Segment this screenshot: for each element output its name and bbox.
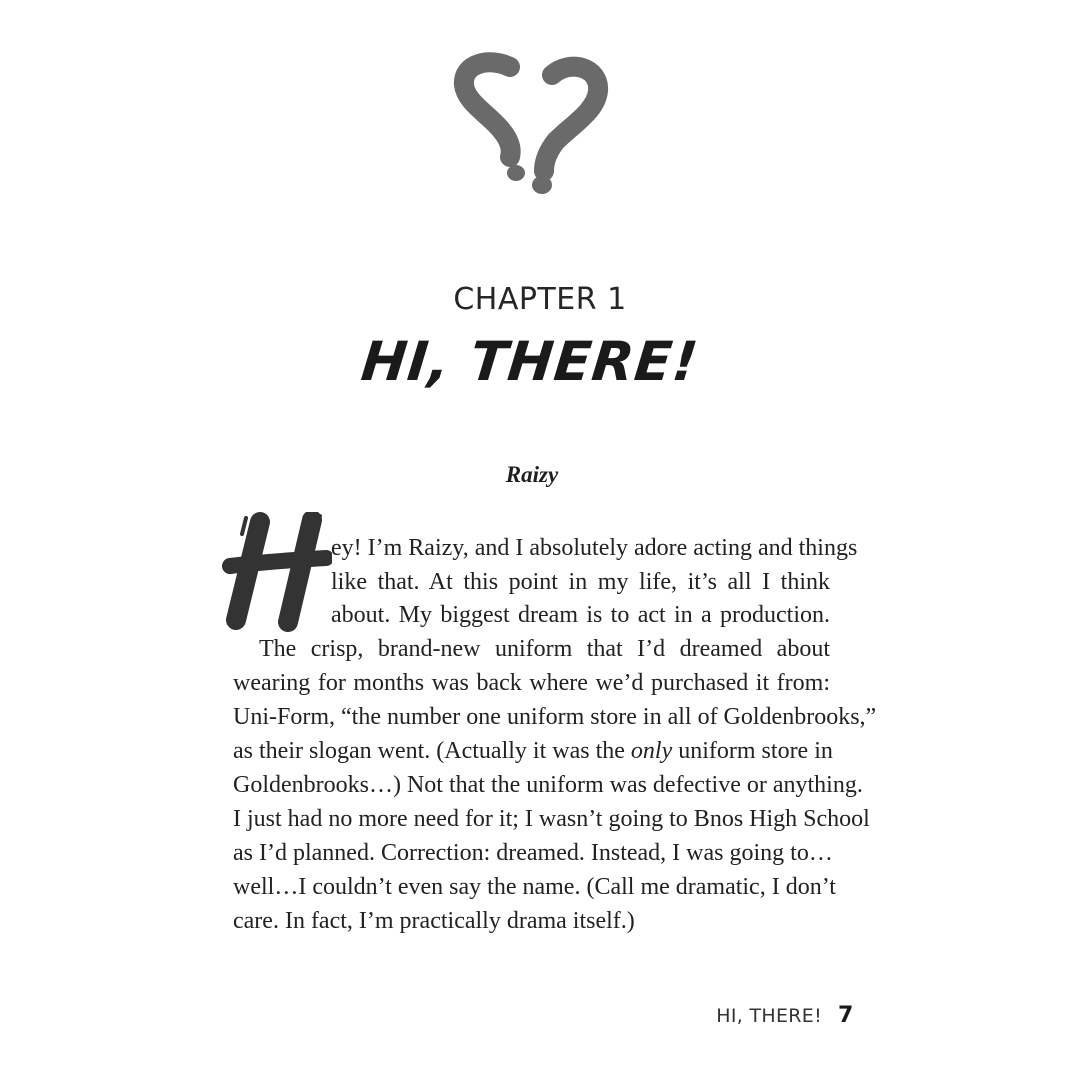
body-line: like that. At this point in my life, it’s all I think [331, 569, 830, 595]
body-line-text: uniform store in [672, 738, 833, 764]
body-line [233, 738, 833, 764]
twin-question-marks-icon [440, 45, 620, 205]
body-line-text: as their slogan went. (Actually it was the [233, 738, 631, 764]
body-line: Uni-Form, “the number one uniform store in all of Goldenbrooks,” [233, 704, 877, 730]
body-line: care. In fact, I’m practically drama itself.) [233, 908, 635, 934]
emphasis-text: only [630, 738, 673, 764]
body-line: Goldenbrooks…) Not that the uniform was defective or anything. [233, 772, 863, 798]
brush-letter-h-icon [222, 512, 332, 632]
running-head: HI, THERE! [716, 1005, 822, 1027]
page-number: 7 [838, 1003, 854, 1028]
body-line: as I’d planned. Correction: dreamed. Instead, I was going to… [233, 840, 833, 866]
chapter-number: CHAPTER 1 [453, 282, 627, 317]
narrator-name: Raizy [505, 462, 559, 487]
body-line: about. My biggest dream is to act in a production. [331, 602, 830, 628]
body-line: wearing for months was back where we’d purchased it from: [233, 670, 830, 696]
body-line: ey! I’m Raizy, and I absolutely adore acting and things [331, 535, 858, 561]
chapter-title: HI, THERE! [358, 330, 702, 393]
body-line: The crisp, brand-new uniform that I’d dreamed about [259, 636, 830, 662]
body-line: well…I couldn’t even say the name. (Call me dramatic, I don’t [233, 874, 836, 900]
body-line: I just had no more need for it; I wasn’t going to Bnos High School [233, 806, 870, 832]
